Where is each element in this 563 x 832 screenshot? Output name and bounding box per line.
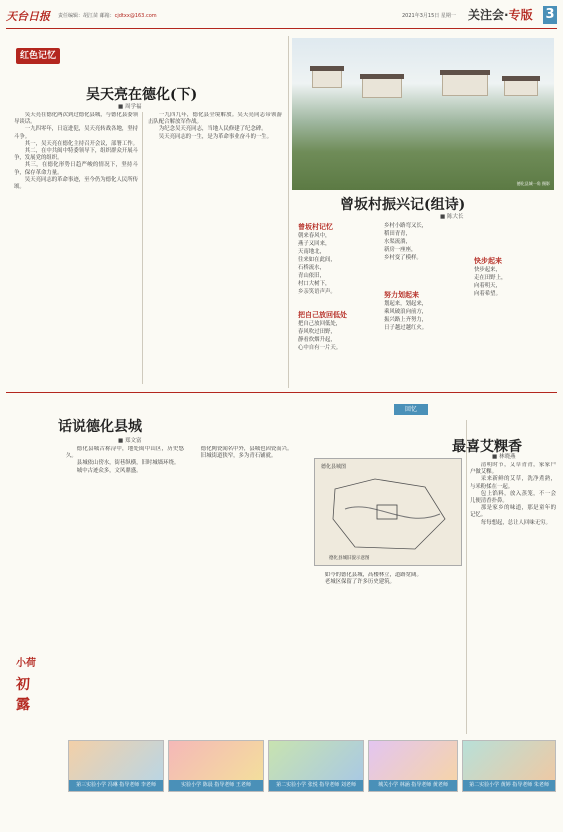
poem-heading: 努力划起来 bbox=[384, 291, 419, 299]
poem-heading: 快步起来 bbox=[474, 257, 502, 265]
article-column: 一九四九年，德化县全境解放。吴天亮同志带领游击队配合解放军作战。 为纪念吴天亮同志，当地人民修建了纪念碑。 吴天亮同志的一生，是为革命事业奋斗的一生。 bbox=[148, 112, 282, 140]
poem-heading: 曾坂村记忆 bbox=[298, 223, 333, 231]
column-badge: 红色记忆 bbox=[16, 48, 60, 64]
roof-shape bbox=[360, 74, 404, 79]
poem-text: 朝来春风中， 燕子又回来， 天南地北， 往来如在此间， 石桥流水， 青山依旧， 村口大树下， 乡亲笑语声声。 bbox=[298, 233, 336, 295]
kid-artwork: 第二实验小学 黄婷 指导老师 朱老师 bbox=[462, 740, 556, 792]
article-column: 德化陶瓷闻名中外，县城也因瓷而兴。 旧城街道狭窄，多为青石铺就。 bbox=[200, 446, 293, 460]
article-byline: ■ 林晓燕 bbox=[492, 454, 516, 460]
article-byline: ■ 陈大长 bbox=[440, 214, 464, 220]
email-link[interactable]: cjdtxx@163.com bbox=[114, 13, 157, 19]
village-photo bbox=[292, 38, 554, 190]
page-meta: 责任编辑：胡江苗 邮箱：cjdtxx@163.com bbox=[58, 13, 157, 19]
header-rule bbox=[6, 28, 557, 29]
map-drawing bbox=[315, 459, 462, 566]
brand-logo: 天台日报 bbox=[6, 10, 50, 23]
kids-column: 小荷 初 露 bbox=[16, 658, 36, 713]
poem-text: 把自己放回低处， 春风吹过田野， 静看炊烟升起， 心中自有一片天。 bbox=[298, 321, 342, 351]
issue-date: 2021年3月15日 星期一 bbox=[402, 13, 456, 19]
roof-shape bbox=[502, 76, 540, 81]
article-column: 吴天亮在德化两次到过德化县城，与德化县委领导谈话。 一九四零年，日寇进犯，吴天亮转战各地，坚持斗争。 其一，吴天亮在德化主持召开会议，部署工作。 其二，在中共闽中特委领导下，组织群众开展斗争，发展党的组织。 其三，在德化形势日趋严峻的情况下，坚持斗争，保存革命力量。 吴天亮同志的革命事迹，至今仍为德化人民所传颂。 bbox=[14, 112, 138, 191]
section-rule bbox=[6, 392, 557, 393]
article-byline: ■ 郑文富 bbox=[118, 438, 142, 444]
article-title: 曾坂村振兴记(组诗) bbox=[340, 197, 466, 213]
roof-shape bbox=[310, 66, 344, 71]
kid-artwork: 实验小学 陈晨 指导老师 王老师 bbox=[168, 740, 264, 792]
county-map: 德化县城图 德化县城旧貌示意图 bbox=[314, 458, 462, 566]
article-title: 话说德化县城 bbox=[58, 419, 142, 435]
article-column: 如今的德化县城，高楼林立，道路宽阔。 老城区保留了许多历史建筑。 bbox=[324, 572, 422, 586]
roof-shape bbox=[440, 70, 490, 75]
page-number: 3 bbox=[543, 6, 557, 24]
poem-heading: 把自己放回低处 bbox=[298, 311, 347, 319]
column-divider bbox=[142, 112, 143, 384]
house-shape bbox=[504, 80, 538, 96]
kid-artwork: 第三实验小学 冯琳 指导老师 李老师 bbox=[68, 740, 164, 792]
section-title: 关注会·专版 bbox=[468, 8, 533, 22]
house-shape bbox=[362, 78, 402, 98]
article-column: 清明时节，艾草青青，家家户户做艾粿。 采来新鲜的艾草，洗净煮熟，与米粉揉在一起。 包上馅料，放入蒸笼，不一会儿便清香扑鼻。 那是家乡的味道，那是童年的记忆。 每每想起，总让人回味无穷。 bbox=[470, 462, 556, 526]
house-shape bbox=[312, 70, 342, 88]
poem-text: 乡村小路弯又长， 稻田青青， 水渠流淌， 新房一座座， 乡村变了模样。 bbox=[384, 223, 428, 261]
column-divider bbox=[466, 420, 467, 734]
article-title: 吴天亮在德化(下) bbox=[86, 87, 198, 103]
poem-text: 划起来，划起来， 乘风破浪向前方， 振兴路上齐努力， 日子越过越红火。 bbox=[384, 301, 428, 331]
article-title: 最喜艾粿香 bbox=[452, 439, 522, 455]
page-header bbox=[6, 6, 557, 28]
kid-artwork: 第二实验小学 张悦 指导老师 刘老师 bbox=[268, 740, 364, 792]
memory-tag: 回忆 bbox=[394, 404, 428, 415]
column-divider bbox=[288, 36, 289, 388]
kid-artwork: 城关小学 林涵 指导老师 黄老师 bbox=[368, 740, 458, 792]
article-column: 德化县城古称浔中，地处闽中山区，历史悠久。 县城依山傍水，街巷纵横，旧时城墙环绕。 城中古迹众多，文风鼎盛。 bbox=[66, 446, 184, 474]
article-byline: ■ 周学福 bbox=[118, 104, 142, 110]
photo-caption: 德化县城一角 摄影 bbox=[516, 181, 550, 186]
house-shape bbox=[442, 74, 488, 96]
poem-text: 快步起来， 走在田野上， 向着明天， 向着希望。 bbox=[474, 267, 507, 297]
